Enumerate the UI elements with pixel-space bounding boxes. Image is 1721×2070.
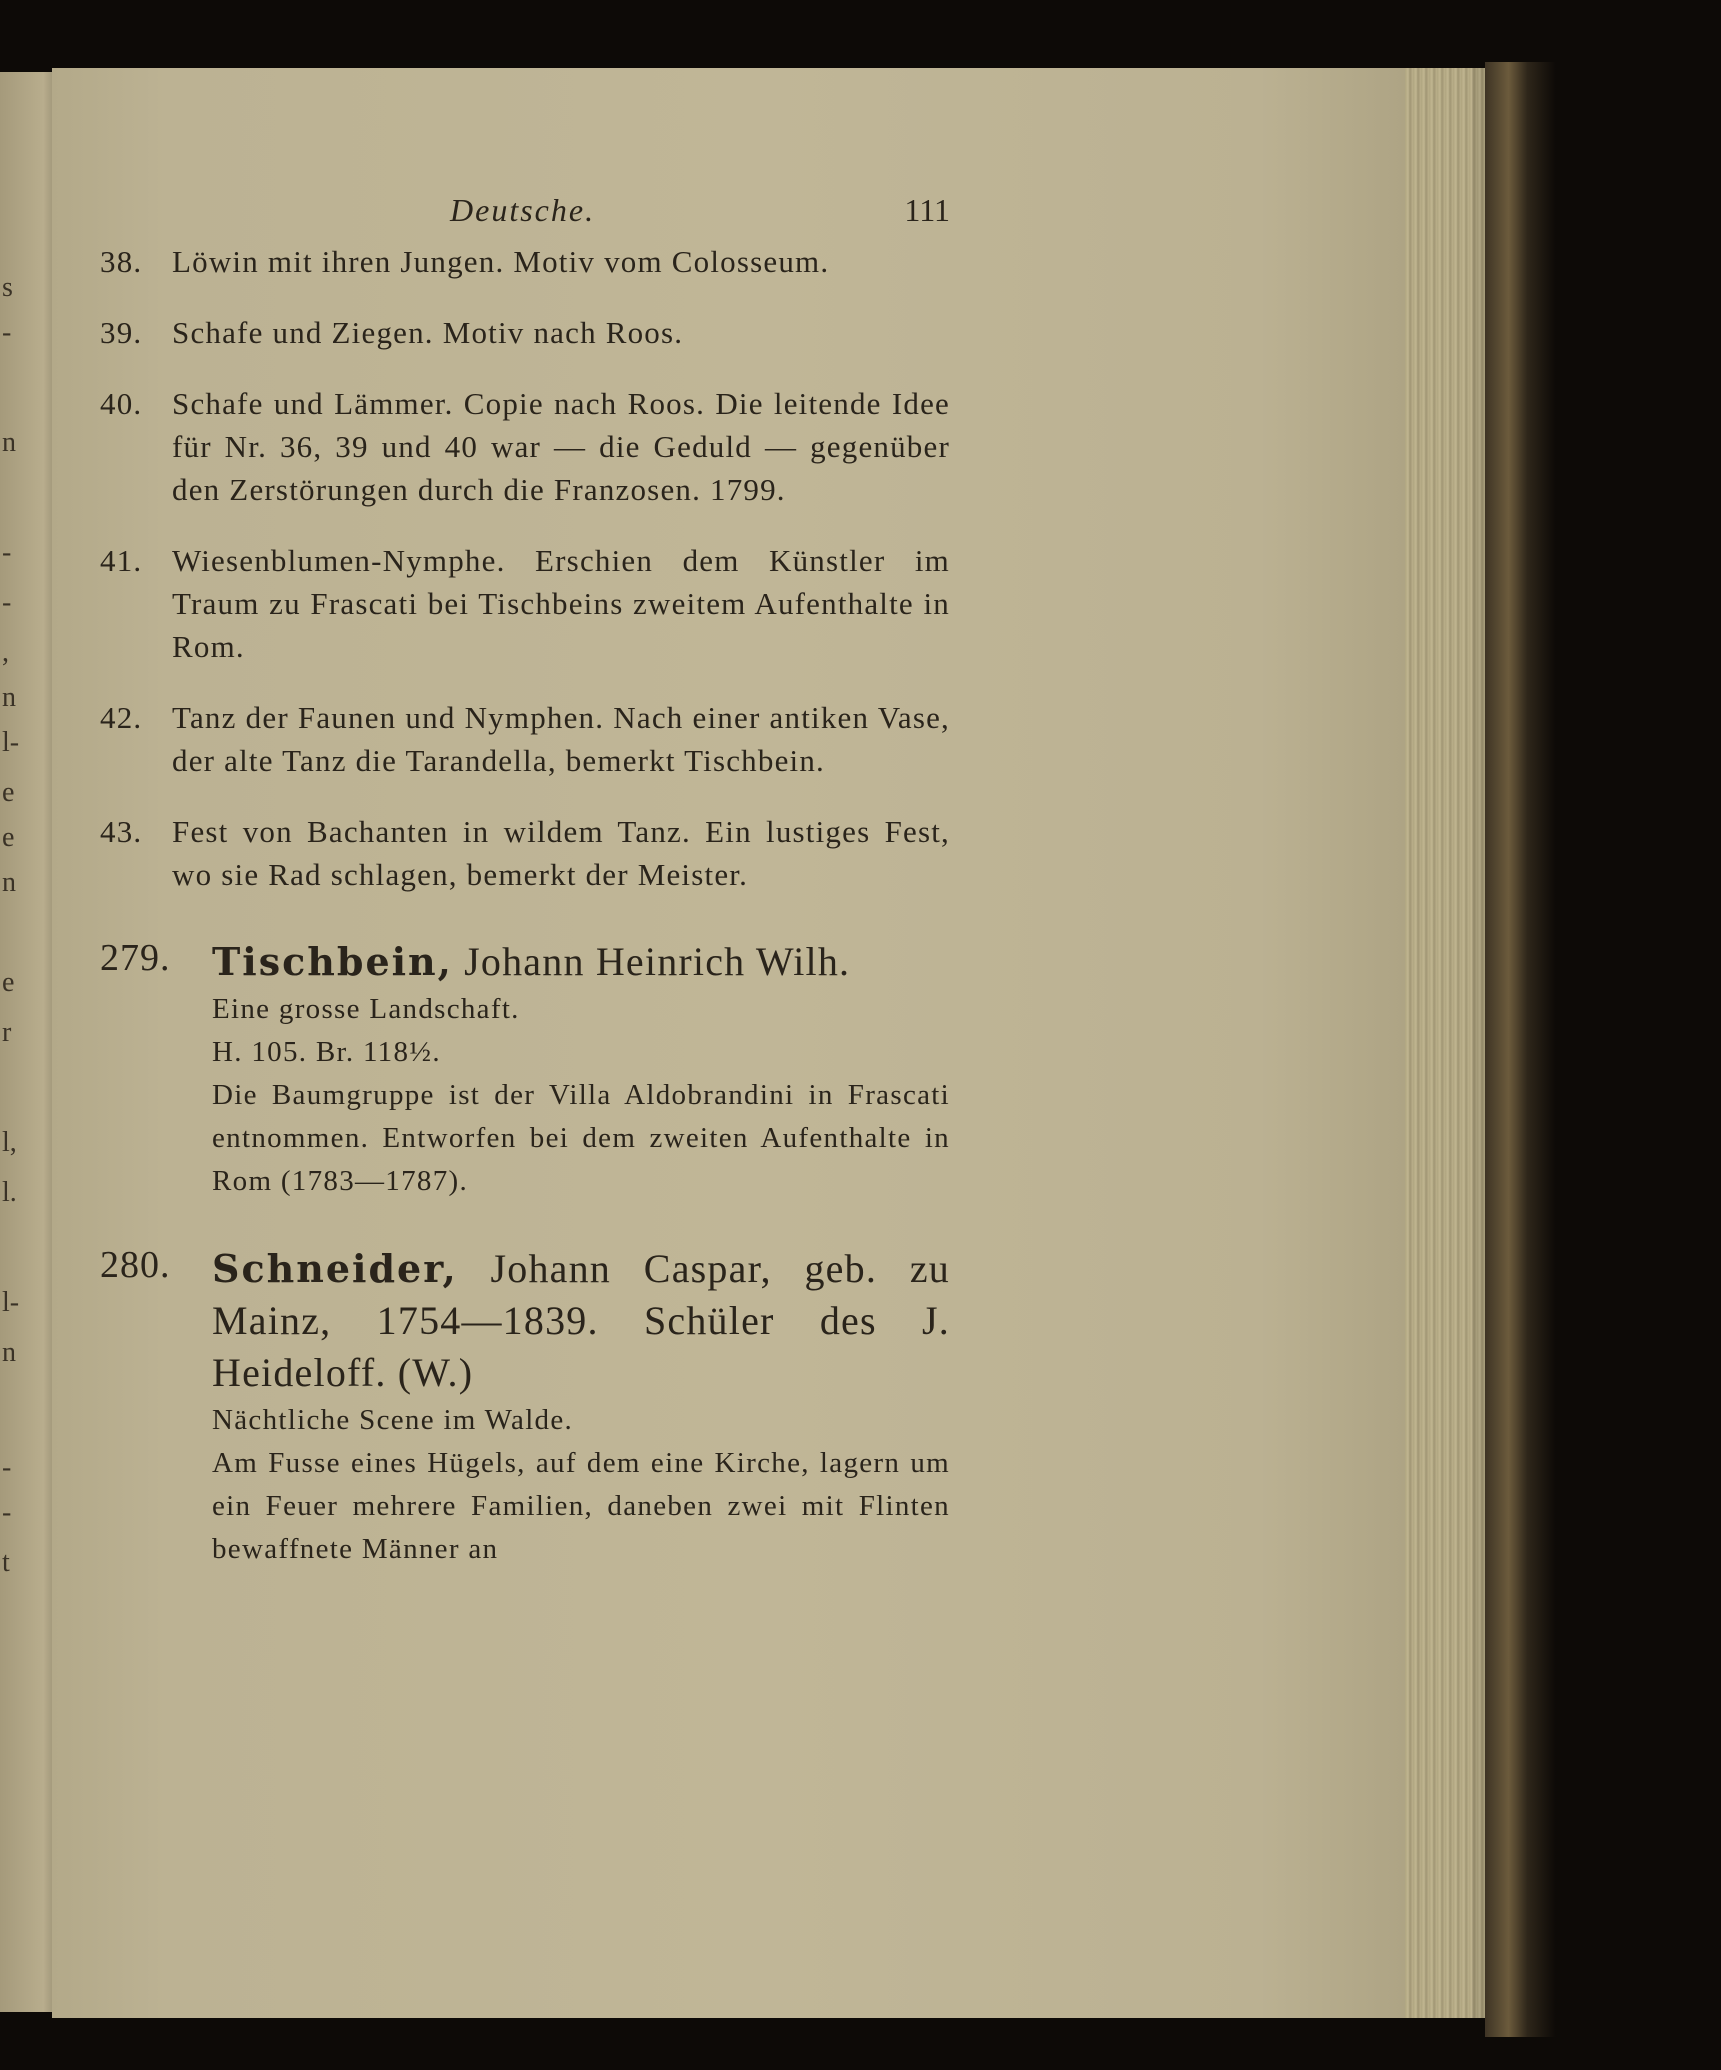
artwork-description: Am Fusse eines Hügels, auf dem eine Kirche, lagern um ein Feuer mehrere Familien, daneben zwei mit Flinten bewaffnete Männer an bbox=[212, 1447, 950, 1565]
catalogue-entry bbox=[100, 240, 950, 283]
margin-fragment: n bbox=[2, 867, 16, 898]
margin-fragment: - bbox=[2, 317, 12, 348]
artist-entry-280 bbox=[100, 1243, 950, 1571]
entry-number: 40. bbox=[100, 386, 143, 421]
artwork-dimensions: H. 105. Br. 118½. bbox=[212, 1036, 441, 1068]
page-edges bbox=[1405, 68, 1485, 2018]
margin-fragment: t bbox=[2, 1547, 10, 1578]
margin-fragment: n bbox=[2, 682, 16, 713]
margin-fragment: e bbox=[2, 777, 15, 808]
entry-number: 39. bbox=[100, 315, 143, 350]
margin-fragment: l- bbox=[2, 727, 20, 758]
artist-entry-number: 279. bbox=[100, 937, 171, 979]
artist-entry-number: 280. bbox=[100, 1244, 171, 1286]
margin-fragment: - bbox=[2, 1452, 12, 1483]
running-head-title: Deutsche. bbox=[450, 192, 596, 228]
margin-fragment: - bbox=[2, 537, 12, 568]
entry-number: 42. bbox=[100, 700, 143, 735]
artwork-description: Die Baumgruppe ist der Villa Aldobrandini in Frascati entnommen. Entworfen bei dem zweiten Aufenthalte in Rom (1783—1787). bbox=[212, 1079, 950, 1197]
artist-entry-279 bbox=[100, 936, 950, 1203]
margin-fragment: n bbox=[2, 427, 16, 458]
catalogue-entry bbox=[100, 311, 950, 354]
catalogue-entry bbox=[100, 810, 950, 896]
artist-details: Johann Caspar, geb. zu Mainz, 1754—1839. Schüler des J. Heideloff. (W.) bbox=[212, 1246, 950, 1395]
entry-text: Fest von Bachanten in wildem Tanz. Ein lustiges Fest, wo sie Rad schlagen, bemerkt der Meister. bbox=[172, 814, 950, 892]
margin-fragment: , bbox=[2, 637, 9, 668]
book-spine bbox=[1485, 62, 1721, 2037]
margin-fragment: r bbox=[2, 1017, 12, 1048]
entry-number: 38. bbox=[100, 244, 143, 279]
margin-fragment: s bbox=[2, 272, 13, 303]
entry-text: Schafe und Lämmer. Copie nach Roos. Die leitende Idee für Nr. 36, 39 und 40 war — die Geduld — gegenüber den Zerstörungen durch die Franzosen. 1799. bbox=[172, 386, 950, 507]
artist-name: Schneider, bbox=[212, 1246, 458, 1291]
catalogue-entry bbox=[100, 696, 950, 782]
entry-text: Löwin mit ihren Jungen. Motiv vom Colosseum. bbox=[172, 244, 830, 279]
artist-heading bbox=[212, 1243, 950, 1399]
catalogue-entry bbox=[100, 539, 950, 668]
margin-fragment: n bbox=[2, 1337, 16, 1368]
artwork-title: Eine grosse Landschaft. bbox=[212, 993, 520, 1025]
margin-fragment: - bbox=[2, 1497, 12, 1528]
margin-fragment: l. bbox=[2, 1177, 17, 1208]
artist-details: Johann Heinrich Wilh. bbox=[452, 939, 851, 984]
margin-fragment: l, bbox=[2, 1127, 17, 1158]
margin-fragment: - bbox=[2, 587, 12, 618]
page-content bbox=[100, 180, 950, 1607]
margin-fragment: e bbox=[2, 822, 15, 853]
artist-name: Tischbein, bbox=[212, 939, 453, 984]
page-number: 111 bbox=[904, 192, 950, 228]
artwork-title: Nächtliche Scene im Walde. bbox=[212, 1404, 574, 1436]
margin-fragment: l- bbox=[2, 1287, 20, 1318]
entry-text: Schafe und Ziegen. Motiv nach Roos. bbox=[172, 315, 684, 350]
entry-number: 43. bbox=[100, 814, 143, 849]
catalogue-entry bbox=[100, 382, 950, 511]
entry-number: 41. bbox=[100, 543, 143, 578]
running-head bbox=[100, 180, 950, 240]
margin-fragment: e bbox=[2, 967, 15, 998]
artist-heading bbox=[212, 936, 950, 988]
entry-text: Tanz der Faunen und Nymphen. Nach einer antiken Vase, der alte Tanz die Tarandella, bemerkt Tischbein. bbox=[172, 700, 950, 778]
entry-text: Wiesenblumen-Nymphe. Erschien dem Künstler im Traum zu Frascati bei Tischbeins zweitem Aufenthalte in Rom. bbox=[172, 543, 950, 664]
